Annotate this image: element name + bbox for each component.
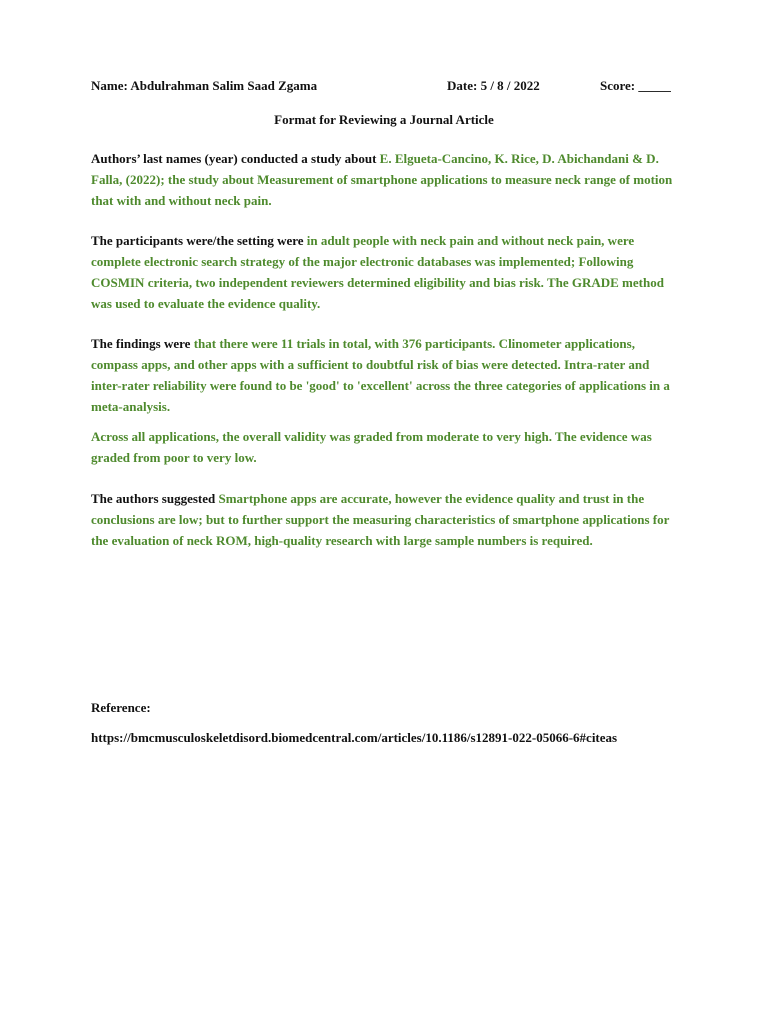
- document-title: Format for Reviewing a Journal Article: [274, 112, 494, 127]
- findings-body: that there were 11 trials in total, with 376 participants. Clinometer applications, compass apps, and other apps with a sufficient to doubtful risk of bias were detected. Intra-rater and inter-rater reliability were found to be 'good' to 'excellent' across the three categories of applications in a meta-analysis.: [91, 336, 670, 414]
- header-row: [91, 77, 691, 95]
- participants-paragraph: [91, 230, 679, 314]
- submission-date: Date: 5 / 8 / 2022: [447, 78, 540, 93]
- student-name: Name: Abdulrahman Salim Saad Zgama: [91, 78, 318, 93]
- authors-body: E. Elgueta-Cancino, K. Rice, D. Abichandani & D. Falla, (2022); the study about Measurement of smartphone applications to measure neck range of motion that with and without neck pain.: [91, 151, 673, 208]
- suggestions-paragraph: [91, 488, 679, 551]
- suggestions-body: Smartphone apps are accurate, however the evidence quality and trust in the conclusions are low; but to further support the measuring characteristics of smartphone applications for the evaluation of neck ROM, high-quality research with large sample numbers is required.: [91, 491, 670, 548]
- reference-label: Reference:: [91, 700, 151, 715]
- participants-body: in adult people with neck pain and without neck pain, were complete electronic search strategy of the major electronic databases was implemented; Following COSMIN criteria, two independent reviewers determined eligibility and bias risk. The GRADE method was used to evaluate the evidence quality.: [91, 233, 664, 311]
- participants-lead: The participants were/the setting were: [91, 233, 307, 248]
- authors-paragraph: [91, 148, 679, 211]
- findings-paragraph: [91, 333, 679, 417]
- reference-link[interactable]: https://bmcmusculoskeletdisord.biomedcentral.com/articles/10.1186/s12891-022-05066-6#citeas: [91, 730, 618, 745]
- score-field: Score: _____: [600, 78, 671, 93]
- validity-paragraph: [91, 426, 679, 468]
- findings-lead: The findings were: [91, 336, 194, 351]
- validity-body: Across all applications, the overall validity was graded from moderate to very high. The evidence was graded from poor to very low.: [91, 429, 652, 465]
- authors-lead: Authors’ last names (year) conducted a study about: [91, 151, 380, 166]
- suggestions-lead: The authors suggested: [91, 491, 219, 506]
